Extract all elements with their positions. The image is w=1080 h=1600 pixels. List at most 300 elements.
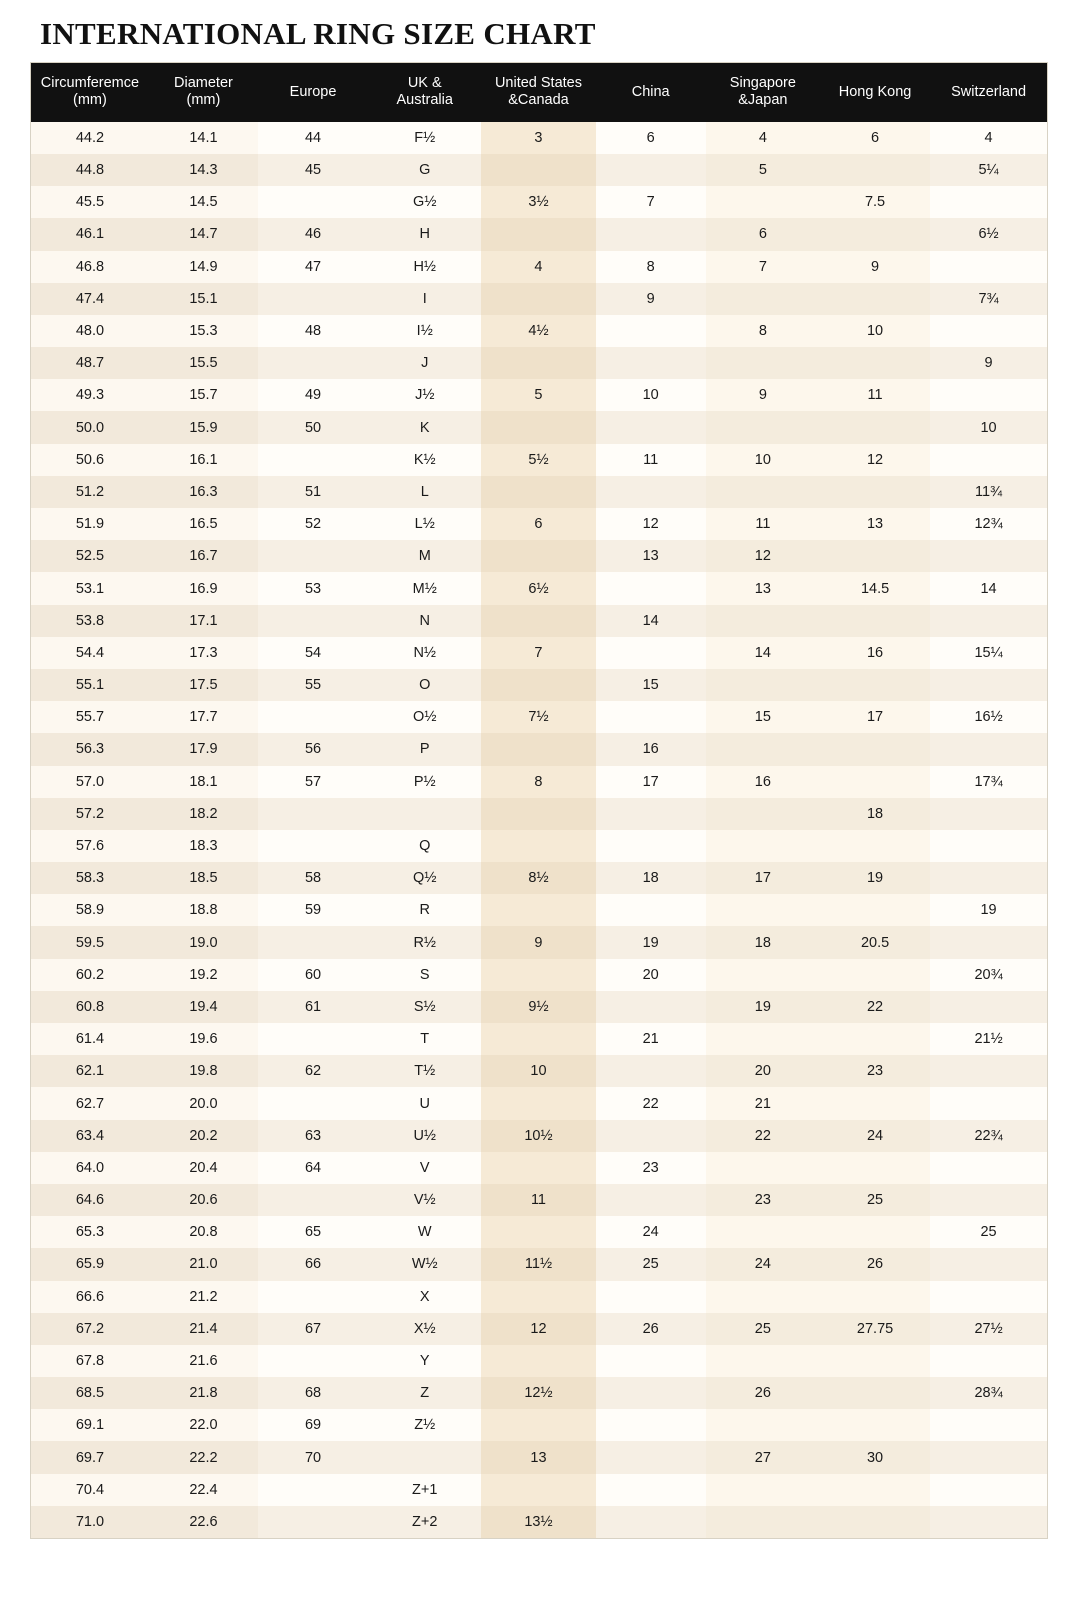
table-header	[31, 63, 1048, 122]
table-cell: 66	[258, 1248, 368, 1280]
table-cell: 22	[596, 1087, 706, 1119]
column-header	[596, 63, 706, 122]
table-cell: 50	[258, 411, 368, 443]
table-cell: 51.2	[31, 476, 149, 508]
table-cell	[930, 798, 1047, 830]
table-cell: 19	[820, 862, 930, 894]
table-cell: 24	[706, 1248, 820, 1280]
table-cell: 10	[596, 379, 706, 411]
table-cell	[596, 154, 706, 186]
table-cell	[481, 733, 595, 765]
table-cell: O	[368, 669, 481, 701]
table-row	[31, 186, 1048, 218]
column-header	[368, 63, 481, 122]
table-cell	[706, 605, 820, 637]
table-cell: 19.8	[149, 1055, 258, 1087]
table-cell: 14.1	[149, 122, 258, 154]
table-cell: 17.7	[149, 701, 258, 733]
table-cell	[706, 1152, 820, 1184]
table-cell: 14.7	[149, 218, 258, 250]
table-cell	[820, 1506, 930, 1539]
table-cell: 63.4	[31, 1120, 149, 1152]
table-cell	[258, 347, 368, 379]
table-cell	[596, 347, 706, 379]
table-cell	[930, 669, 1047, 701]
table-cell: 11	[481, 1184, 595, 1216]
table-cell: T½	[368, 1055, 481, 1087]
table-cell	[706, 411, 820, 443]
table-cell	[596, 894, 706, 926]
table-cell: 9	[930, 347, 1047, 379]
table-cell: 17	[596, 766, 706, 798]
table-cell: 17	[820, 701, 930, 733]
table-cell: 30	[820, 1441, 930, 1473]
table-cell: 54	[258, 637, 368, 669]
column-header-line: &Japan	[738, 92, 788, 109]
table-cell: 13	[706, 572, 820, 604]
table-row	[31, 283, 1048, 315]
table-cell: Z+2	[368, 1506, 481, 1539]
table-cell: 20.4	[149, 1152, 258, 1184]
table-cell: 12½	[481, 1377, 595, 1409]
table-cell: 6	[820, 122, 930, 154]
table-cell	[481, 959, 595, 991]
table-cell: H½	[368, 251, 481, 283]
table-cell	[820, 1023, 930, 1055]
table-cell	[930, 1087, 1047, 1119]
column-header-line: Singapore	[729, 75, 796, 91]
table-cell: 10	[820, 315, 930, 347]
table-cell: W	[368, 1216, 481, 1248]
table-cell	[820, 1152, 930, 1184]
table-cell	[930, 186, 1047, 218]
table-row	[31, 1216, 1048, 1248]
table-cell	[706, 476, 820, 508]
table-cell: T	[368, 1023, 481, 1055]
table-cell	[706, 1506, 820, 1539]
table-cell: 9	[820, 251, 930, 283]
table-cell: 21	[596, 1023, 706, 1055]
table-cell: Q	[368, 830, 481, 862]
table-row	[31, 830, 1048, 862]
table-cell: 10	[481, 1055, 595, 1087]
table-cell: 22.0	[149, 1409, 258, 1441]
table-row	[31, 701, 1048, 733]
table-cell: 17.5	[149, 669, 258, 701]
table-cell	[258, 926, 368, 958]
table-cell	[368, 1441, 481, 1473]
column-header-line: Circumferemce	[40, 75, 140, 91]
table-cell: 19.6	[149, 1023, 258, 1055]
table-cell: 57	[258, 766, 368, 798]
table-cell: 12	[481, 1313, 595, 1345]
table-cell: 68.5	[31, 1377, 149, 1409]
table-cell: 67.8	[31, 1345, 149, 1377]
table-row	[31, 218, 1048, 250]
ring-size-table	[30, 62, 1048, 1539]
table-cell: I½	[368, 315, 481, 347]
table-row	[31, 508, 1048, 540]
table-cell	[481, 830, 595, 862]
table-cell: 5	[706, 154, 820, 186]
table-cell: H	[368, 218, 481, 250]
table-cell: 64	[258, 1152, 368, 1184]
table-cell	[596, 1409, 706, 1441]
table-cell: 8	[481, 766, 595, 798]
table-cell	[258, 540, 368, 572]
table-cell: 21.4	[149, 1313, 258, 1345]
table-cell: 55.7	[31, 701, 149, 733]
table-cell: 14	[596, 605, 706, 637]
table-cell: 57.0	[31, 766, 149, 798]
table-cell	[596, 1441, 706, 1473]
table-cell: 6	[596, 122, 706, 154]
table-cell	[706, 347, 820, 379]
table-cell: 25	[820, 1184, 930, 1216]
table-cell: 24	[596, 1216, 706, 1248]
table-cell: W½	[368, 1248, 481, 1280]
table-body	[31, 122, 1048, 1539]
table-cell: 66.6	[31, 1281, 149, 1313]
table-cell: 6	[706, 218, 820, 250]
table-cell: L½	[368, 508, 481, 540]
table-cell: L	[368, 476, 481, 508]
table-cell	[258, 283, 368, 315]
table-cell: 16	[706, 766, 820, 798]
table-cell	[596, 1377, 706, 1409]
table-cell: 19	[930, 894, 1047, 926]
table-cell	[930, 1184, 1047, 1216]
table-cell	[820, 669, 930, 701]
table-cell: 18.1	[149, 766, 258, 798]
table-cell: 23	[820, 1055, 930, 1087]
table-cell: 45	[258, 154, 368, 186]
table-cell: 70.4	[31, 1474, 149, 1506]
table-cell: 65	[258, 1216, 368, 1248]
table-cell: J	[368, 347, 481, 379]
table-cell: 9	[706, 379, 820, 411]
table-cell: 45.5	[31, 186, 149, 218]
table-row	[31, 959, 1048, 991]
table-cell: 14.3	[149, 154, 258, 186]
table-cell	[820, 1345, 930, 1377]
table-cell: 48.7	[31, 347, 149, 379]
table-cell	[930, 1474, 1047, 1506]
table-cell: G½	[368, 186, 481, 218]
table-row	[31, 347, 1048, 379]
table-row	[31, 251, 1048, 283]
table-cell: 27	[706, 1441, 820, 1473]
table-cell	[820, 830, 930, 862]
table-cell: 55	[258, 669, 368, 701]
table-cell: 13½	[481, 1506, 595, 1539]
table-row	[31, 1087, 1048, 1119]
table-row	[31, 444, 1048, 476]
column-header-line: China	[631, 83, 670, 100]
table-row	[31, 1248, 1048, 1280]
table-cell: 7½	[481, 701, 595, 733]
table-cell	[481, 1152, 595, 1184]
table-cell: 65.3	[31, 1216, 149, 1248]
table-cell: 60.2	[31, 959, 149, 991]
table-cell	[930, 251, 1047, 283]
table-cell: 11	[706, 508, 820, 540]
table-cell: N½	[368, 637, 481, 669]
table-cell	[706, 1345, 820, 1377]
table-cell	[481, 476, 595, 508]
table-cell	[930, 1152, 1047, 1184]
table-cell: 57.6	[31, 830, 149, 862]
column-header-line: Australia	[396, 92, 453, 109]
table-cell	[258, 1506, 368, 1539]
table-cell: 12¾	[930, 508, 1047, 540]
table-cell: 14	[930, 572, 1047, 604]
table-cell: 58.3	[31, 862, 149, 894]
table-cell: 8	[706, 315, 820, 347]
table-cell: 48.0	[31, 315, 149, 347]
table-cell: 65.9	[31, 1248, 149, 1280]
column-header-line: UK &	[407, 75, 442, 91]
table-cell: 53.8	[31, 605, 149, 637]
table-cell: 53.1	[31, 572, 149, 604]
table-cell: 11	[596, 444, 706, 476]
table-cell	[820, 218, 930, 250]
table-row	[31, 1409, 1048, 1441]
table-cell	[930, 830, 1047, 862]
table-cell: 55.1	[31, 669, 149, 701]
table-cell: 57.2	[31, 798, 149, 830]
table-cell: Z½	[368, 1409, 481, 1441]
table-cell: 17¾	[930, 766, 1047, 798]
table-cell: 19	[706, 991, 820, 1023]
table-cell: 44	[258, 122, 368, 154]
table-cell	[930, 1281, 1047, 1313]
table-cell: 13	[596, 540, 706, 572]
table-cell	[481, 154, 595, 186]
table-cell	[706, 959, 820, 991]
table-cell: 63	[258, 1120, 368, 1152]
table-cell: 58	[258, 862, 368, 894]
table-cell	[820, 283, 930, 315]
table-cell	[706, 1023, 820, 1055]
table-cell: 60	[258, 959, 368, 991]
table-cell: 25	[706, 1313, 820, 1345]
table-cell	[481, 1281, 595, 1313]
table-cell	[820, 1216, 930, 1248]
table-cell: 64.0	[31, 1152, 149, 1184]
table-cell: X½	[368, 1313, 481, 1345]
table-cell	[481, 1345, 595, 1377]
table-cell: 49	[258, 379, 368, 411]
table-cell: 27½	[930, 1313, 1047, 1345]
table-cell: V	[368, 1152, 481, 1184]
table-cell	[706, 1409, 820, 1441]
table-cell: 46.8	[31, 251, 149, 283]
table-cell: 19	[596, 926, 706, 958]
table-cell: 22.6	[149, 1506, 258, 1539]
table-cell	[258, 1345, 368, 1377]
table-cell: 16.7	[149, 540, 258, 572]
table-cell	[820, 766, 930, 798]
table-cell	[820, 894, 930, 926]
table-cell: 26	[706, 1377, 820, 1409]
table-cell: 10½	[481, 1120, 595, 1152]
table-cell	[596, 701, 706, 733]
table-cell: 50.0	[31, 411, 149, 443]
table-cell: G	[368, 154, 481, 186]
table-cell	[930, 1441, 1047, 1473]
table-cell: 44.2	[31, 122, 149, 154]
table-cell: Z+1	[368, 1474, 481, 1506]
table-cell: 47.4	[31, 283, 149, 315]
table-cell: 16	[596, 733, 706, 765]
column-header-line: (mm)	[73, 92, 107, 109]
table-cell: 51	[258, 476, 368, 508]
table-cell: 26	[820, 1248, 930, 1280]
table-cell: 23	[706, 1184, 820, 1216]
table-cell: 50.6	[31, 444, 149, 476]
table-row	[31, 605, 1048, 637]
table-cell	[706, 1216, 820, 1248]
table-cell: 14.9	[149, 251, 258, 283]
table-cell	[820, 1087, 930, 1119]
table-row	[31, 766, 1048, 798]
table-cell: 62.1	[31, 1055, 149, 1087]
table-row	[31, 1441, 1048, 1473]
table-cell: 17.1	[149, 605, 258, 637]
table-cell: 56	[258, 733, 368, 765]
table-row	[31, 476, 1048, 508]
table-cell: 15	[706, 701, 820, 733]
table-cell: Y	[368, 1345, 481, 1377]
table-cell: S	[368, 959, 481, 991]
table-row	[31, 1474, 1048, 1506]
table-cell: F½	[368, 122, 481, 154]
table-cell: 9	[596, 283, 706, 315]
table-cell: 69.1	[31, 1409, 149, 1441]
table-cell: 20.8	[149, 1216, 258, 1248]
table-cell: 15.3	[149, 315, 258, 347]
table-cell: 16.3	[149, 476, 258, 508]
table-cell: 20¾	[930, 959, 1047, 991]
table-cell: 20	[596, 959, 706, 991]
table-cell: 67	[258, 1313, 368, 1345]
table-row	[31, 411, 1048, 443]
table-cell: 46.1	[31, 218, 149, 250]
table-cell: 22¾	[930, 1120, 1047, 1152]
table-cell: M	[368, 540, 481, 572]
table-cell	[596, 572, 706, 604]
table-cell	[481, 1409, 595, 1441]
table-cell	[706, 186, 820, 218]
table-row	[31, 669, 1048, 701]
table-cell: R½	[368, 926, 481, 958]
table-cell: 17.9	[149, 733, 258, 765]
table-cell: N	[368, 605, 481, 637]
table-row	[31, 1184, 1048, 1216]
table-cell	[820, 154, 930, 186]
column-header-line: Hong Kong	[838, 83, 912, 100]
table-cell: 16.5	[149, 508, 258, 540]
table-cell: 25	[930, 1216, 1047, 1248]
table-cell	[258, 798, 368, 830]
table-cell: 20.0	[149, 1087, 258, 1119]
table-cell: 59	[258, 894, 368, 926]
column-header-line: (mm)	[186, 92, 221, 109]
table-cell	[596, 1281, 706, 1313]
table-cell	[481, 1087, 595, 1119]
table-header-row	[31, 63, 1048, 122]
table-cell: 44.8	[31, 154, 149, 186]
table-cell: 61	[258, 991, 368, 1023]
table-cell: 53	[258, 572, 368, 604]
table-cell: 18.8	[149, 894, 258, 926]
table-cell	[930, 444, 1047, 476]
table-cell	[820, 1281, 930, 1313]
column-header	[706, 63, 820, 122]
table-cell: 15.5	[149, 347, 258, 379]
table-cell	[481, 411, 595, 443]
table-cell	[596, 315, 706, 347]
table-row	[31, 1345, 1048, 1377]
table-row	[31, 1313, 1048, 1345]
table-cell: P½	[368, 766, 481, 798]
table-cell: 17.3	[149, 637, 258, 669]
table-cell	[706, 830, 820, 862]
table-cell: 13	[481, 1441, 595, 1473]
table-row	[31, 637, 1048, 669]
table-row	[31, 894, 1048, 926]
table-cell: 19.4	[149, 991, 258, 1023]
table-row	[31, 926, 1048, 958]
table-cell: Q½	[368, 862, 481, 894]
table-cell	[368, 798, 481, 830]
table-cell	[930, 733, 1047, 765]
table-cell: 48	[258, 315, 368, 347]
table-cell: 28¾	[930, 1377, 1047, 1409]
table-cell: R	[368, 894, 481, 926]
column-header-line: United States	[494, 75, 582, 91]
table-cell: 7	[481, 637, 595, 669]
table-cell: Z	[368, 1377, 481, 1409]
table-cell: 11½	[481, 1248, 595, 1280]
table-row	[31, 1281, 1048, 1313]
table-cell	[930, 315, 1047, 347]
table-cell: 21.0	[149, 1248, 258, 1280]
table-cell: 10	[930, 411, 1047, 443]
table-cell: 16½	[930, 701, 1047, 733]
table-cell	[706, 1281, 820, 1313]
table-cell: 22	[706, 1120, 820, 1152]
table-cell: 18	[706, 926, 820, 958]
table-cell	[596, 1120, 706, 1152]
table-cell: 16.1	[149, 444, 258, 476]
table-cell: 20.2	[149, 1120, 258, 1152]
table-cell: 64.6	[31, 1184, 149, 1216]
table-cell	[481, 1216, 595, 1248]
table-cell: 4	[481, 251, 595, 283]
table-cell	[930, 1506, 1047, 1539]
table-cell: 15.1	[149, 283, 258, 315]
table-cell	[596, 1345, 706, 1377]
table-cell	[481, 605, 595, 637]
table-cell: 7	[596, 186, 706, 218]
table-cell	[596, 991, 706, 1023]
table-cell	[481, 540, 595, 572]
table-cell	[596, 1506, 706, 1539]
table-cell	[930, 926, 1047, 958]
table-cell: 7¾	[930, 283, 1047, 315]
